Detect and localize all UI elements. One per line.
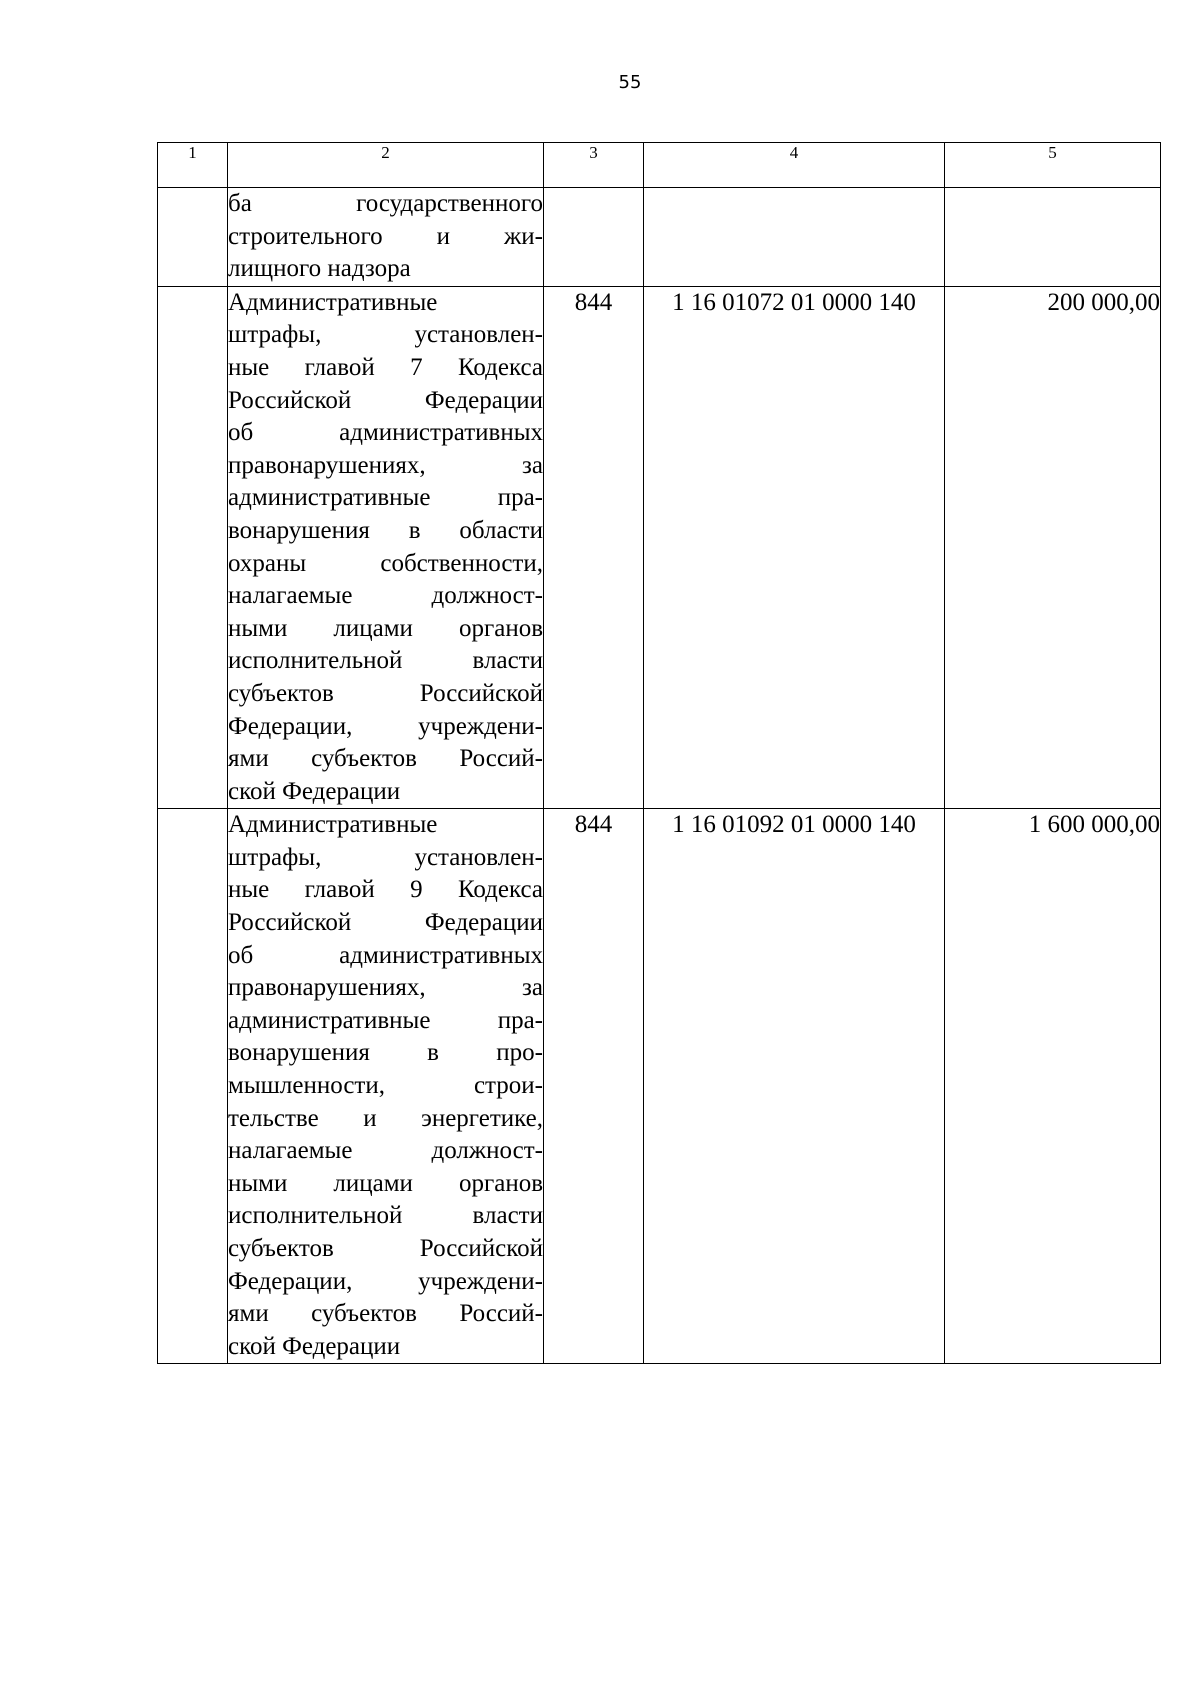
description-line: ными лицами органов xyxy=(228,614,543,642)
description-cell xyxy=(228,286,544,809)
description-line: ями субъектов Россий- xyxy=(228,745,543,773)
table-row xyxy=(158,188,1161,287)
header-col-4: 4 xyxy=(644,143,945,188)
row-number-cell xyxy=(158,286,228,809)
description-line: Российской Федерации xyxy=(228,909,543,937)
row-number-cell xyxy=(158,809,228,1364)
description-line: об административных xyxy=(228,941,543,969)
description-line: штрафы, установлен- xyxy=(228,321,543,349)
budget-code-cell xyxy=(644,188,945,287)
description-line: исполнительной власти xyxy=(228,1202,543,1230)
description-line: тельстве и энергетике, xyxy=(228,1104,543,1132)
description-line: субъектов Российской xyxy=(228,1235,543,1262)
row-number-cell xyxy=(158,188,228,287)
admin-code-cell: 844 xyxy=(544,809,644,1364)
description-line: ные главой 9 Кодекса xyxy=(228,876,543,904)
description-line: ской Федерации xyxy=(228,1332,401,1360)
description-line: правонарушениях, за xyxy=(228,451,543,479)
description-line: субъектов Российской xyxy=(228,679,543,707)
amount-cell xyxy=(945,188,1161,287)
description-line: налагаемые должност- xyxy=(228,1137,543,1165)
admin-code-cell xyxy=(544,188,644,287)
table-row xyxy=(158,809,1161,1364)
description-line: охраны собственности, xyxy=(228,549,543,577)
description-line: Федерации, учреждени- xyxy=(228,1267,543,1295)
description-line: Федерации, учреждени- xyxy=(228,712,543,740)
description-line: строительного и жи- xyxy=(228,222,543,250)
table-header-row xyxy=(158,143,1161,188)
description-line: об административных xyxy=(228,419,543,447)
budget-code-cell: 1 16 01072 01 0000 140 xyxy=(644,286,945,809)
description-line: штрафы, установлен- xyxy=(228,843,543,871)
description-line: лищного надзора xyxy=(228,255,411,283)
page-number: 55 xyxy=(618,72,642,93)
description-line: ской Федерации xyxy=(228,777,401,805)
description-line: налагаемые должност- xyxy=(228,582,543,610)
description-line: Административные xyxy=(228,288,438,316)
header-col-5: 5 xyxy=(945,143,1161,188)
description-line: мышленности, строи- xyxy=(228,1072,543,1100)
description-cell xyxy=(228,809,544,1364)
description-line: Административные xyxy=(228,811,438,839)
description-line: ба государственного xyxy=(228,190,543,217)
description-line: ные главой 7 Кодекса xyxy=(228,353,543,381)
description-line: вонарушения в области xyxy=(228,516,543,544)
description-line: Российской Федерации xyxy=(228,386,543,414)
budget-table xyxy=(157,142,1161,1364)
header-col-3: 3 xyxy=(544,143,644,188)
table-row xyxy=(158,286,1161,809)
header-col-2: 2 xyxy=(228,143,544,188)
description-line: вонарушения в про- xyxy=(228,1039,543,1067)
description-line: ными лицами органов xyxy=(228,1169,543,1197)
budget-code-cell: 1 16 01092 01 0000 140 xyxy=(644,809,945,1364)
amount-cell: 1 600 000,00 xyxy=(945,809,1161,1364)
description-line: исполнительной власти xyxy=(228,647,543,675)
description-line: правонарушениях, за xyxy=(228,974,543,1002)
description-line: административные пра- xyxy=(228,1006,543,1034)
amount-cell: 200 000,00 xyxy=(945,286,1161,809)
description-line: ями субъектов Россий- xyxy=(228,1300,543,1328)
admin-code-cell: 844 xyxy=(544,286,644,809)
description-line: административные пра- xyxy=(228,484,543,512)
header-col-1: 1 xyxy=(158,143,228,188)
description-cell xyxy=(228,188,544,287)
